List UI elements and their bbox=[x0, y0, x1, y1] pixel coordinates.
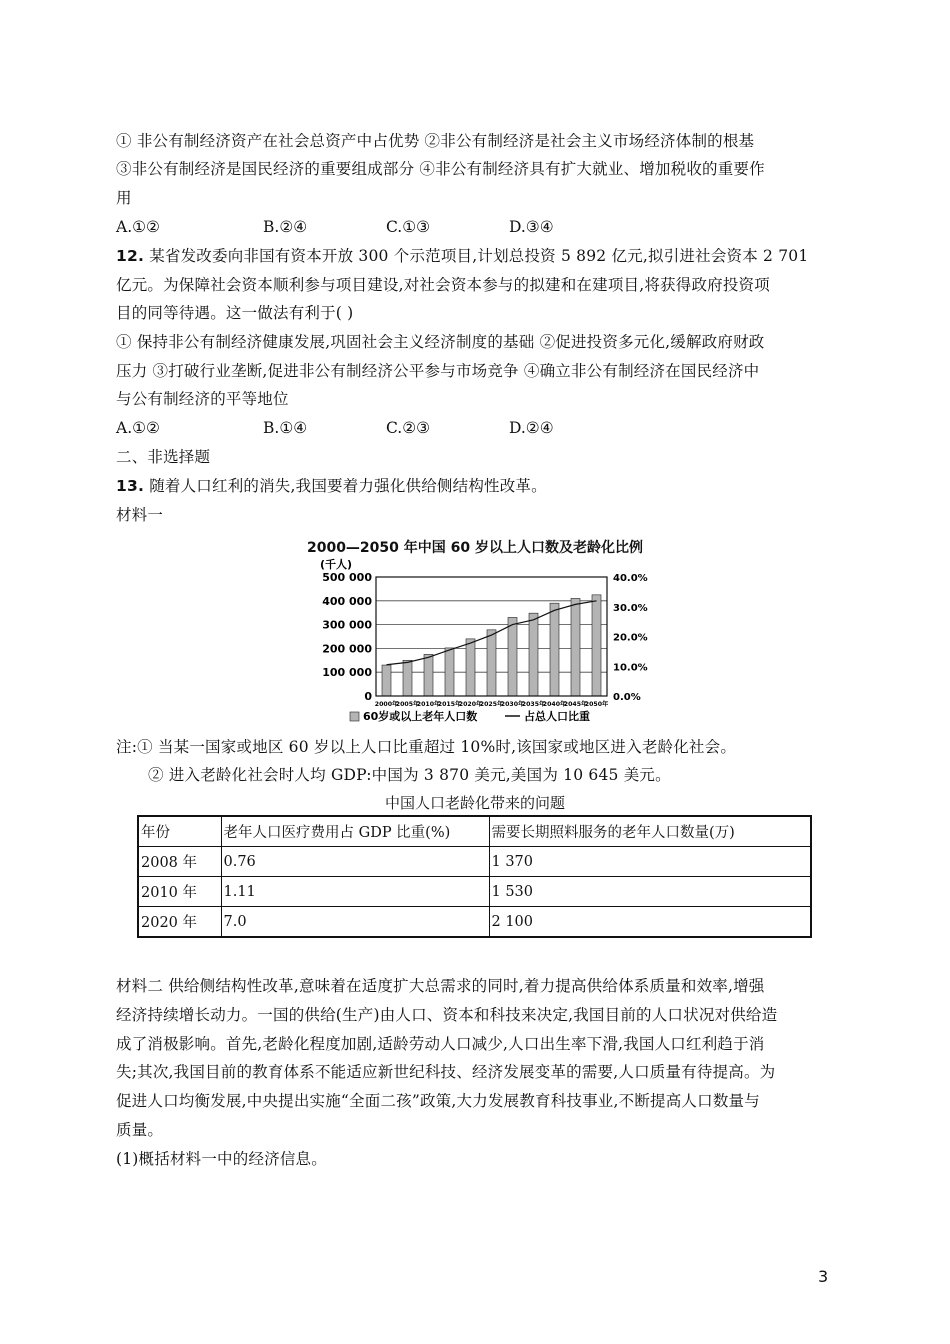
q12-stem-line-1 bbox=[116, 246, 808, 266]
material2-line-1: 材料二 供给侧结构性改革,意味着在适度扩大总需求的同时,着力提高供给体系质量和效率,增强 bbox=[116, 977, 765, 995]
y-right-tick-label: 40.0% bbox=[613, 573, 648, 584]
material2-line-3: 成了消极影响。首先,老龄化程度加剧,适龄劳动人口减少,人口出生率下滑,我国人口红利趋于消 bbox=[116, 1035, 765, 1053]
table-row bbox=[138, 907, 811, 938]
q12-option-a[interactable]: A.①② bbox=[116, 419, 160, 437]
x-tick-label: 2030年 bbox=[500, 701, 525, 708]
table-cell: 1.11 bbox=[221, 877, 489, 907]
y-left-tick-label: 400 000 bbox=[322, 594, 372, 608]
table-title: 中国人口老龄化带来的问题 bbox=[384, 794, 565, 812]
table-row bbox=[138, 847, 811, 877]
bar bbox=[424, 654, 433, 696]
x-tick-label: 2005年 bbox=[395, 701, 420, 708]
q12-statement-line-3: 与公有制经济的平等地位 bbox=[116, 390, 289, 408]
x-tick-label: 2045年 bbox=[563, 701, 588, 708]
y-right-tick-label: 20.0% bbox=[613, 632, 648, 644]
x-tick-label: 2015年 bbox=[437, 701, 462, 708]
y-left-tick-label: 500 000 bbox=[322, 571, 372, 584]
material2-line-5: 促进人口均衡发展,中央提出实施“全面二孩”政策,大力发展教育科技事业,不断提高人口数量与 bbox=[116, 1092, 760, 1110]
table-header-cell: 需要长期照料服务的老年人口数量(万) bbox=[489, 816, 811, 847]
y-right-tick-label: 0.0% bbox=[613, 692, 641, 703]
table-cell: 2008 年 bbox=[138, 847, 221, 877]
y-right-tick-label: 30.0% bbox=[613, 602, 648, 614]
y-left-tick-label: 0 bbox=[364, 690, 372, 703]
x-tick-label: 2040年 bbox=[542, 701, 567, 708]
material2-line-4: 失;其次,我国目前的教育体系不能适应新世纪科技、经济发展变革的需要,人口质量有待提高。为 bbox=[116, 1063, 776, 1081]
bar bbox=[466, 639, 475, 696]
q12-statement-line-1: ① 保持非公有制经济健康发展,巩固社会主义经济制度的基础 ②促进投资多元化,缓解政府财政 bbox=[116, 333, 765, 351]
q12-option-c[interactable]: C.②③ bbox=[386, 419, 431, 437]
legend-bar-label: 60岁或以上老年人口数 bbox=[363, 710, 478, 723]
q13-number: 13. bbox=[116, 477, 145, 495]
q13-intro: 随着人口红利的消失,我国要着力强化供给侧结构性改革。 bbox=[149, 477, 547, 495]
y-left-tick-label: 300 000 bbox=[322, 618, 372, 632]
q12-stem-text: 某省发改委向非国有资本开放 300 个示范项目,计划总投资 5 892 亿元,拟引进社会资本 2 701 bbox=[149, 247, 809, 265]
bar bbox=[487, 630, 496, 696]
table-cell: 2010 年 bbox=[138, 877, 221, 907]
table-header-cell: 年份 bbox=[138, 816, 221, 847]
q13-stem bbox=[116, 476, 547, 496]
note-2: ② 进入老龄化社会时人均 GDP:中国为 3 870 美元,美国为 10 645 美元。 bbox=[148, 766, 671, 784]
table-cell: 1 370 bbox=[489, 847, 811, 877]
table-cell: 0.76 bbox=[221, 847, 489, 877]
chart-bars bbox=[382, 595, 601, 696]
q12-statement-line-2: 压力 ③打破行业垄断,促进非公有制经济公平参与市场竞争 ④确立非公有制经济在国民经济中 bbox=[116, 362, 760, 380]
q12-number: 12. bbox=[116, 247, 145, 265]
aging-problems-table bbox=[137, 815, 812, 938]
q11-option-b[interactable]: B.②④ bbox=[263, 218, 308, 236]
x-tick-label: 2050年 bbox=[584, 701, 609, 708]
q11-statement-line-2: ③非公有制经济是国民经济的重要组成部分 ④非公有制经济具有扩大就业、增加税收的重要作 bbox=[116, 160, 765, 178]
x-tick-label: 2020年 bbox=[458, 701, 483, 708]
table-cell: 1 530 bbox=[489, 877, 811, 907]
x-tick-label: 2010年 bbox=[416, 701, 441, 708]
x-tick-label: 2000年 bbox=[374, 701, 399, 708]
table-cell: 2 100 bbox=[489, 907, 811, 938]
page-number: 3 bbox=[818, 1267, 829, 1286]
q11-option-a[interactable]: A.①② bbox=[116, 218, 160, 236]
q12-option-d[interactable]: D.②④ bbox=[509, 419, 554, 437]
note-1: 注:① 当某一国家或地区 60 岁以上人口比重超过 10%时,该国家或地区进入老龄化社会。 bbox=[116, 738, 737, 756]
y-left-tick-label: 100 000 bbox=[322, 666, 372, 680]
y-left-tick-label: 200 000 bbox=[322, 642, 372, 656]
q11-statement-line-3: 用 bbox=[116, 189, 132, 207]
table-cell: 2020 年 bbox=[138, 907, 221, 938]
aging-chart bbox=[300, 555, 660, 735]
bar bbox=[550, 603, 559, 696]
section-heading: 二、非选择题 bbox=[116, 448, 211, 466]
bar bbox=[445, 648, 454, 696]
q13-subquestion-1: (1)概括材料一中的经济信息。 bbox=[116, 1150, 327, 1168]
x-tick-label: 2035年 bbox=[521, 701, 546, 708]
bar bbox=[403, 660, 412, 696]
x-tick-label: 2025年 bbox=[479, 701, 504, 708]
table-cell: 7.0 bbox=[221, 907, 489, 938]
chart-title: 2000—2050 年中国 60 岁以上人口数及老龄化比例 bbox=[306, 540, 644, 556]
chart-legend bbox=[350, 709, 590, 723]
q12-stem-line-2: 亿元。为保障社会资本顺利参与项目建设,对社会资本参与的拟建和在建项目,将获得政府投资项 bbox=[116, 276, 770, 294]
bar bbox=[382, 665, 391, 696]
bar bbox=[571, 598, 580, 696]
table-header-cell: 老年人口医疗费用占 GDP 比重(%) bbox=[221, 816, 489, 847]
material2-line-6: 质量。 bbox=[116, 1121, 164, 1139]
y-right-tick-label: 10.0% bbox=[613, 662, 648, 674]
material1-label: 材料一 bbox=[116, 506, 164, 524]
bar bbox=[592, 595, 601, 696]
table-header-row bbox=[138, 816, 811, 847]
table-row bbox=[138, 877, 811, 907]
q11-statement-line-1: ① 非公有制经济资产在社会总资产中占优势 ②非公有制经济是社会主义市场经济体制的根基 bbox=[116, 132, 755, 150]
q11-option-d[interactable]: D.③④ bbox=[509, 218, 554, 236]
material2-line-2: 经济持续增长动力。一国的供给(生产)由人口、资本和科技来决定,我国目前的人口状况对供给造 bbox=[116, 1006, 778, 1024]
legend-bar-swatch bbox=[350, 712, 359, 721]
bar bbox=[508, 617, 517, 696]
legend-line-label: 占总人口比重 bbox=[524, 710, 590, 723]
q11-option-c[interactable]: C.①③ bbox=[386, 218, 431, 236]
y-left-unit: (千人) bbox=[320, 558, 353, 571]
q12-stem-line-3: 目的同等待遇。这一做法有利于( ) bbox=[116, 304, 354, 322]
bar bbox=[529, 613, 538, 696]
q12-option-b[interactable]: B.①④ bbox=[263, 419, 308, 437]
